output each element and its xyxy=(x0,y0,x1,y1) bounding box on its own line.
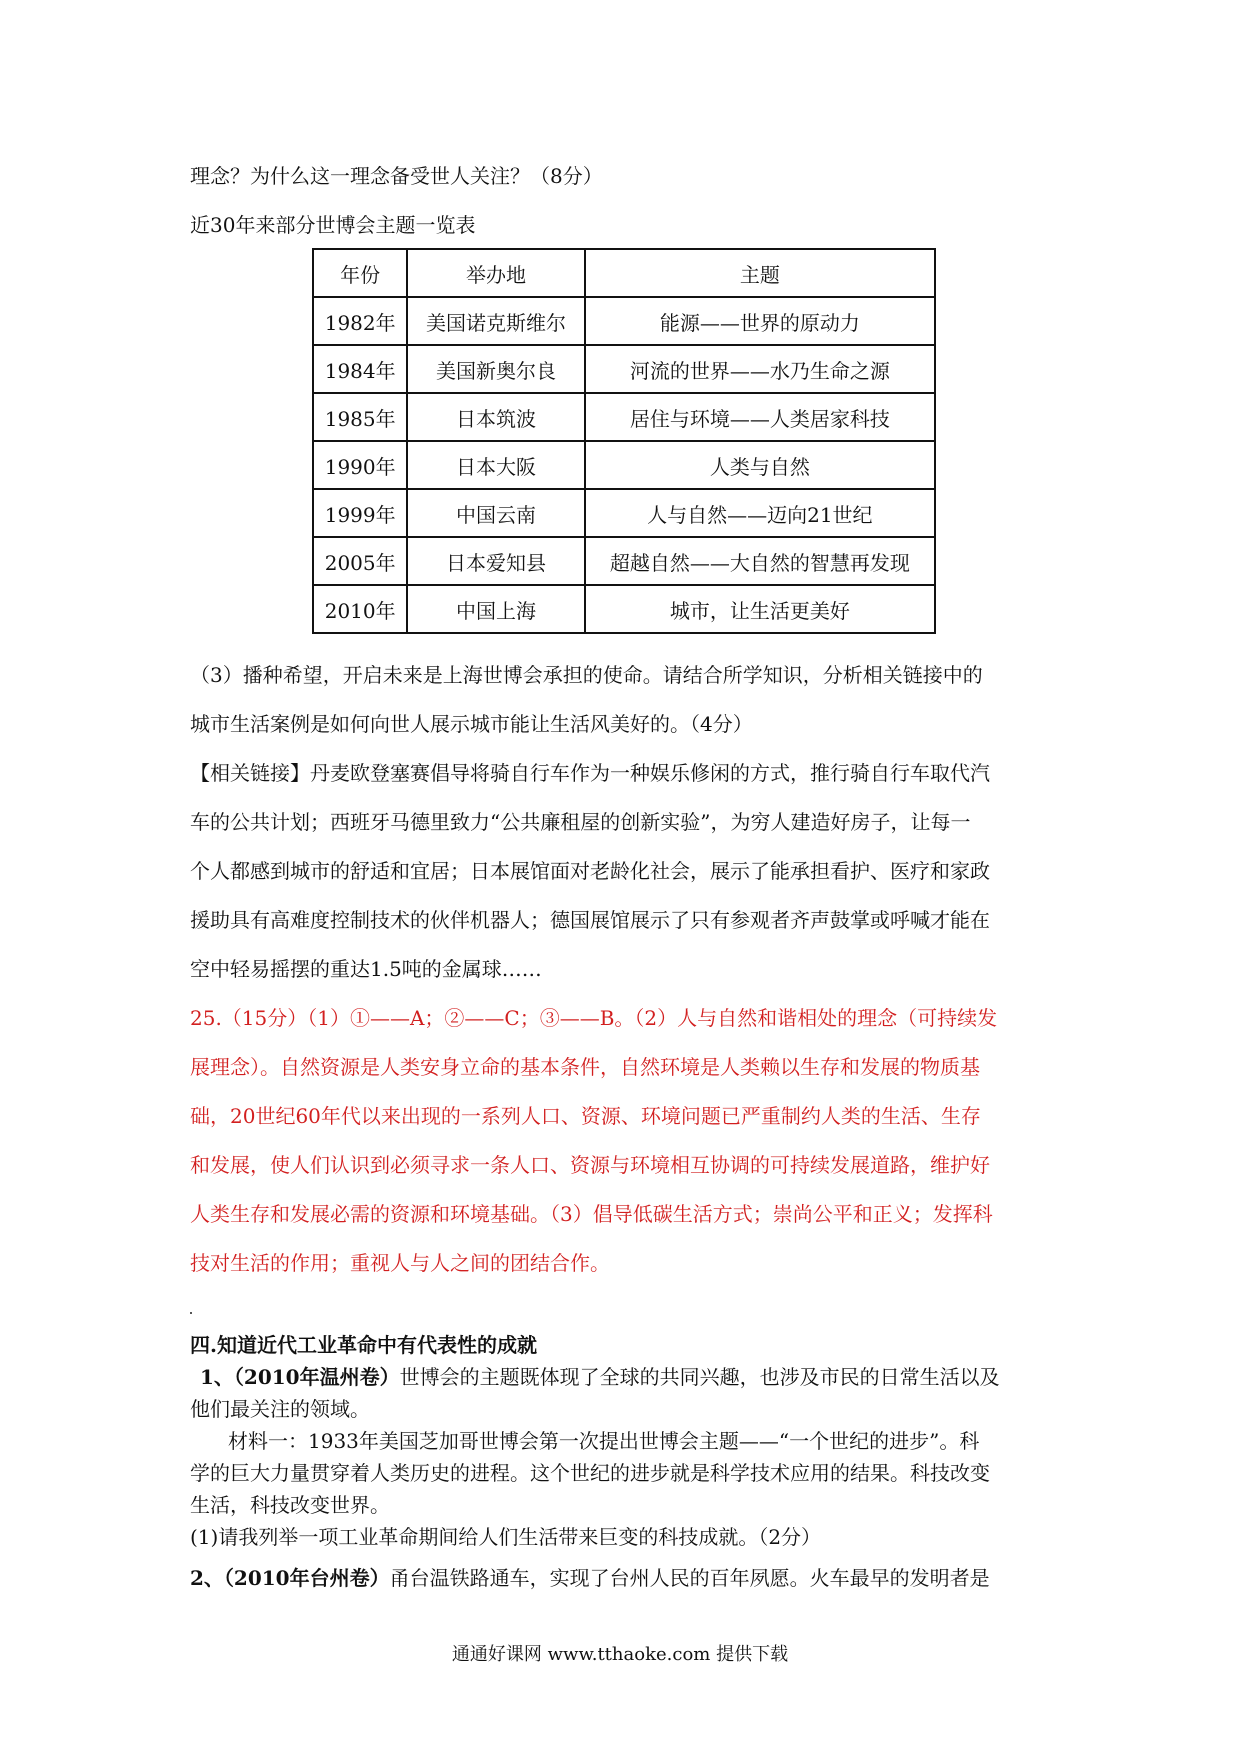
cell-theme: 居住与环境——人类居家科技 xyxy=(585,393,935,441)
material-line: 材料一：1933年美国芝加哥世博会第一次提出世博会主题——“一个世纪的进步”。科 xyxy=(228,1429,980,1453)
question-3-line: （3）播种希望，开启未来是上海世博会承担的使命。请结合所学知识，分析相关链接中的 xyxy=(190,663,983,687)
question-1-source: 1、（2010年温州卷） xyxy=(200,1365,400,1389)
cell-theme: 河流的世界——水乃生命之源 xyxy=(585,345,935,393)
question-2-source: 2、（2010年台州卷） xyxy=(190,1566,390,1590)
table-caption: 近30年来部分世博会主题一览表 xyxy=(190,213,476,237)
cell-venue: 日本爱知县 xyxy=(407,537,584,585)
table-row xyxy=(313,297,935,345)
question-3-line: 城市生活案例是如何向世人展示城市能让生活风美好的。（4分） xyxy=(190,712,753,736)
question-1 xyxy=(200,1364,1000,1390)
related-link-line: 个人都感到城市的舒适和宜居；日本展馆面对老龄化社会，展示了能承担看护、医疗和家政 xyxy=(190,859,990,883)
material-line: 学的巨大力量贯穿着人类历史的进程。这个世纪的进步就是科学技术应用的结果。科技改变 xyxy=(190,1461,990,1485)
related-link-line: 空中轻易摇摆的重达1.5吨的金属球…… xyxy=(190,957,542,981)
table-header-row xyxy=(313,249,935,297)
cell-venue: 日本筑波 xyxy=(407,393,584,441)
table-row xyxy=(313,441,935,489)
answer-line: 人类生存和发展必需的资源和环境基础。（3）倡导低碳生活方式；崇尚公平和正义；发挥科 xyxy=(190,1202,993,1226)
related-link-line: 车的公共计划；西班牙马德里致力“公共廉租屋的创新实验”，为穷人建造好房子，让每一 xyxy=(190,810,971,834)
answer-line: 和发展，使人们认识到必须寻求一条人口、资源与环境相互协调的可持续发展道路，维护好 xyxy=(190,1153,990,1177)
header-theme: 主题 xyxy=(585,249,935,297)
answer-line: 25.（15分）（1）①——A；②——C；③——B。（2）人与自然和谐相处的理念（可持续发 xyxy=(190,1006,998,1030)
related-link-line: 【相关链接】丹麦欧登塞赛倡导将骑自行车作为一种娱乐修闲的方式，推行骑自行车取代汽 xyxy=(190,761,990,785)
question-2-text: 甬台温铁路通车，实现了台州人民的百年夙愿。火车最早的发明者是 xyxy=(389,1566,990,1590)
question-1-text: 世博会的主题既体现了全球的共同兴趣，也涉及市民的日常生活以及 xyxy=(399,1365,1000,1389)
cell-venue: 中国云南 xyxy=(407,489,584,537)
header-venue: 举办地 xyxy=(407,249,584,297)
cell-theme: 人类与自然 xyxy=(585,441,935,489)
cell-venue: 日本大阪 xyxy=(407,441,584,489)
cell-venue: 美国新奥尔良 xyxy=(407,345,584,393)
table-row xyxy=(313,537,935,585)
header-year: 年份 xyxy=(313,249,407,297)
stray-dot xyxy=(190,1312,192,1314)
question-2 xyxy=(190,1565,990,1591)
cell-theme: 能源——世界的原动力 xyxy=(585,297,935,345)
cell-year: 2010年 xyxy=(313,585,407,633)
cell-theme: 城市，让生活更美好 xyxy=(585,585,935,633)
answer-line: 技对生活的作用；重视人与人之间的团结合作。 xyxy=(190,1251,610,1275)
table-row xyxy=(313,393,935,441)
intro-line: 理念？为什么这一理念备受世人关注？（8分） xyxy=(190,164,603,188)
answer-line: 础，20世纪60年代以来出现的一系列人口、资源、环境问题已严重制约人类的生活、生存 xyxy=(190,1104,981,1128)
cell-year: 1999年 xyxy=(313,489,407,537)
cell-year: 1984年 xyxy=(313,345,407,393)
cell-year: 1990年 xyxy=(313,441,407,489)
cell-theme: 人与自然——迈向21世纪 xyxy=(585,489,935,537)
table-row xyxy=(313,585,935,633)
section-heading: 四.知道近代工业革命中有代表性的成就 xyxy=(190,1333,537,1357)
cell-venue: 美国诺克斯维尔 xyxy=(407,297,584,345)
cell-theme: 超越自然——大自然的智慧再发现 xyxy=(585,537,935,585)
cell-year: 1985年 xyxy=(313,393,407,441)
answer-line: 展理念）。自然资源是人类安身立命的基本条件，自然环境是人类赖以生存和发展的物质基 xyxy=(190,1055,980,1079)
cell-year: 2005年 xyxy=(313,537,407,585)
question-1-line: 他们最关注的领域。 xyxy=(190,1397,370,1421)
cell-venue: 中国上海 xyxy=(407,585,584,633)
sub-question: (1)请我列举一项工业革命期间给人们生活带来巨变的科技成就。（2分） xyxy=(190,1525,822,1549)
page-footer: 通通好课网 www.tthaoke.com 提供下载 xyxy=(451,1644,789,1665)
cell-year: 1982年 xyxy=(313,297,407,345)
table-row xyxy=(313,489,935,537)
related-link-line: 援助具有高难度控制技术的伙伴机器人；德国展馆展示了只有参观者齐声鼓掌或呼喊才能在 xyxy=(190,908,990,932)
material-line: 生活，科技改变世界。 xyxy=(190,1493,390,1517)
expo-themes-table xyxy=(312,248,936,634)
table-row xyxy=(313,345,935,393)
